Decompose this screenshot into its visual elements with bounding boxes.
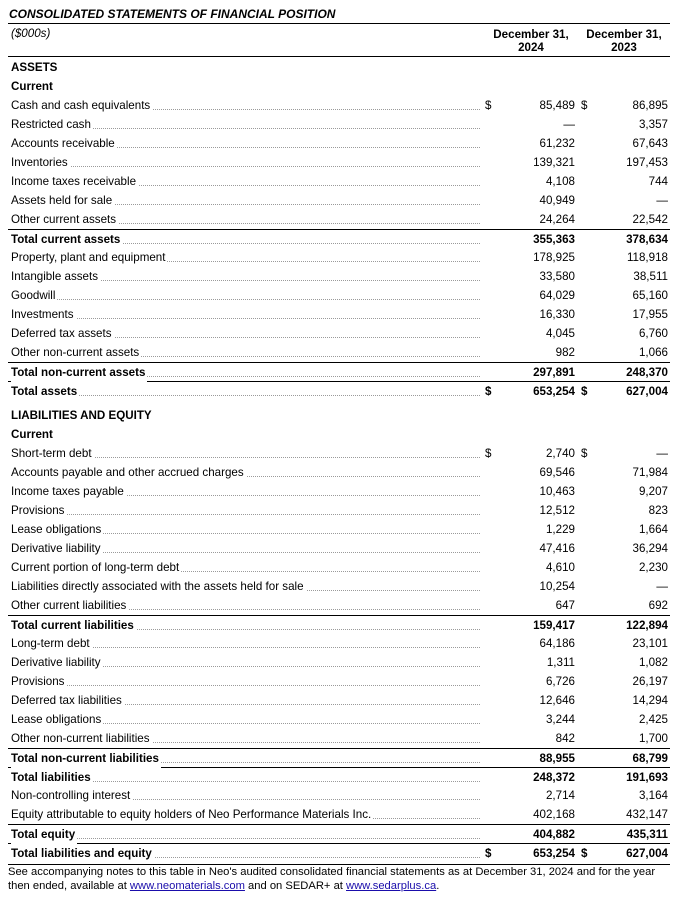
value-2023: 823 (648, 504, 668, 517)
line-item-row (8, 729, 670, 748)
section-label: Current (11, 77, 55, 96)
line-item-label: Other current liabilities (11, 596, 128, 615)
value-2023: 2,230 (638, 561, 668, 574)
currency-symbol: $ (581, 447, 588, 460)
line-item-label: Accounts receivable (11, 134, 117, 153)
line-item-row (8, 691, 670, 710)
value-2024: 1,229 (545, 523, 575, 536)
line-item-row (8, 96, 670, 115)
value-2023: 22,542 (632, 213, 668, 226)
value-2024: 85,489 (539, 99, 575, 112)
header-rule (8, 56, 670, 57)
value-2024: 842 (555, 732, 575, 745)
line-item-row (8, 805, 670, 824)
line-item-row (8, 248, 670, 267)
line-item-label: Short-term debt (11, 444, 94, 463)
currency-symbol: $ (485, 99, 492, 112)
total-row (8, 229, 670, 248)
total-row (8, 615, 670, 634)
line-item-row (8, 577, 670, 596)
line-item-label: Equity attributable to equity holders of Neo Performance Materials Inc. (11, 805, 373, 824)
statement-table (8, 58, 670, 862)
value-2023: 1,664 (638, 523, 668, 536)
line-item-row (8, 444, 670, 463)
line-item-row (8, 324, 670, 343)
line-item-row (8, 786, 670, 805)
line-item-label: Lease obligations (11, 710, 103, 729)
value-2024: 653,254 (533, 385, 575, 398)
line-item-label: Investments (11, 305, 76, 324)
line-item-label: Assets held for sale (11, 191, 114, 210)
value-2023: 1,700 (638, 732, 668, 745)
currency-symbol: $ (485, 447, 492, 460)
total-row (8, 381, 670, 400)
line-item-label: Current portion of long-term debt (11, 558, 181, 577)
footnote-text: and on SEDAR+ at (244, 879, 347, 892)
value-2023: 36,294 (632, 542, 668, 555)
value-2024: 12,646 (539, 694, 575, 707)
line-item-row (8, 558, 670, 577)
value-2024: 61,232 (539, 137, 575, 150)
value-2023: 17,955 (632, 308, 668, 321)
total-row (8, 767, 670, 786)
footnote-text: See accompanying notes to this table in Neo's audited consolidated financial statements as at December 31, 2024 and for the year then ended, available at (8, 866, 656, 892)
currency-symbol: $ (581, 847, 588, 860)
column-header-line2: 2024 (518, 41, 544, 54)
line-item-label: Total liabilities (11, 768, 93, 787)
value-2024: 12,512 (539, 504, 575, 517)
value-2024: 6,726 (545, 675, 575, 688)
line-item-row (8, 191, 670, 210)
line-item-row (8, 115, 670, 134)
footnote (8, 866, 674, 893)
value-2024: 355,363 (533, 233, 575, 246)
column-header-line1: December 31, (493, 28, 569, 41)
value-2023: 1,082 (638, 656, 668, 669)
value-2024: 64,186 (539, 637, 575, 650)
dot-leader (11, 395, 480, 396)
line-item-row (8, 596, 670, 615)
line-item-row (8, 501, 670, 520)
line-item-label: Non-controlling interest (11, 786, 132, 805)
line-item-label: Property, plant and equipment (11, 248, 167, 267)
line-item-label: Other non-current assets (11, 343, 141, 362)
units-label: ($000s) (11, 27, 51, 40)
line-item-label: Long-term debt (11, 634, 92, 653)
dot-leader (11, 514, 480, 515)
value-2023: 9,207 (638, 485, 668, 498)
line-item-row (8, 286, 670, 305)
value-2024: 2,714 (545, 789, 575, 802)
line-item-label: Derivative liability (11, 653, 103, 672)
value-2024: 69,546 (539, 466, 575, 479)
line-item-label: Derivative liability (11, 539, 103, 558)
currency-symbol: $ (485, 385, 492, 398)
value-2023: 1,066 (638, 346, 668, 359)
value-2023: 65,160 (632, 289, 668, 302)
line-item-label: Total non-current assets (11, 363, 147, 382)
dot-leader (11, 685, 480, 686)
line-item-row (8, 134, 670, 153)
value-2024: 10,463 (539, 485, 575, 498)
line-item-row (8, 463, 670, 482)
line-item-label: Lease obligations (11, 520, 103, 539)
value-2023: 627,004 (626, 385, 668, 398)
value-2023: 2,425 (638, 713, 668, 726)
line-item-row (8, 153, 670, 172)
bottom-rule (8, 864, 670, 865)
value-2023: 191,693 (626, 771, 668, 784)
line-item-label: Total liabilities and equity (11, 844, 154, 863)
line-item-label: Total non-current liabilities (11, 749, 161, 768)
value-2024: 982 (555, 346, 575, 359)
line-item-label: Total current assets (11, 230, 122, 249)
total-row (8, 362, 670, 381)
line-item-label: Total assets (11, 382, 79, 401)
section-heading (8, 425, 670, 444)
value-2024: 404,882 (533, 828, 575, 841)
value-2023: 3,164 (638, 789, 668, 802)
line-item-row (8, 672, 670, 691)
dot-leader (11, 166, 480, 167)
dot-leader (11, 838, 480, 839)
value-2023: — (656, 580, 668, 593)
section-heading (8, 406, 670, 425)
line-item-row (8, 172, 670, 191)
currency-symbol: $ (485, 847, 492, 860)
value-2023: 3,357 (638, 118, 668, 131)
value-2023: — (656, 447, 668, 460)
line-item-label: Total equity (11, 825, 77, 844)
value-2023: 122,894 (626, 619, 668, 632)
line-item-row (8, 539, 670, 558)
value-2023: 692 (648, 599, 668, 612)
value-2024: 33,580 (539, 270, 575, 283)
section-label: ASSETS (11, 58, 59, 77)
line-item-row (8, 305, 670, 324)
line-item-label: Intangible assets (11, 267, 100, 286)
line-item-label: Deferred tax liabilities (11, 691, 124, 710)
value-2024: — (563, 118, 575, 131)
section-label: Current (11, 425, 55, 444)
value-2024: 248,372 (533, 771, 575, 784)
value-2024: 297,891 (533, 366, 575, 379)
value-2024: 10,254 (539, 580, 575, 593)
value-2023: 248,370 (626, 366, 668, 379)
section-heading (8, 58, 670, 77)
value-2024: 4,108 (545, 175, 575, 188)
line-item-label: Other non-current liabilities (11, 729, 152, 748)
line-item-label: Provisions (11, 672, 66, 691)
value-2023: — (656, 194, 668, 207)
footnote-text: . (436, 879, 440, 892)
value-2024: 16,330 (539, 308, 575, 321)
statement-title: CONSOLIDATED STATEMENTS OF FINANCIAL POSITION (9, 7, 336, 21)
value-2024: 3,244 (545, 713, 575, 726)
line-item-label: Income taxes payable (11, 482, 126, 501)
line-item-row (8, 520, 670, 539)
value-2023: 26,197 (632, 675, 668, 688)
value-2023: 23,101 (632, 637, 668, 650)
value-2023: 378,634 (626, 233, 668, 246)
value-2024: 4,045 (545, 327, 575, 340)
value-2024: 88,955 (539, 752, 575, 765)
value-2023: 435,311 (626, 828, 668, 841)
value-2024: 139,321 (533, 156, 575, 169)
line-item-label: Accounts payable and other accrued charges (11, 463, 246, 482)
line-item-row (8, 710, 670, 729)
value-2024: 47,416 (539, 542, 575, 555)
value-2024: 647 (555, 599, 575, 612)
value-2024: 40,949 (539, 194, 575, 207)
value-2023: 197,453 (626, 156, 668, 169)
line-item-label: Goodwill (11, 286, 57, 305)
value-2024: 24,264 (539, 213, 575, 226)
column-header-line2: 2023 (611, 41, 637, 54)
total-row (8, 824, 670, 843)
section-heading (8, 77, 670, 96)
line-item-label: Total current liabilities (11, 616, 136, 635)
currency-symbol: $ (581, 99, 588, 112)
value-2023: 627,004 (626, 847, 668, 860)
value-2023: 14,294 (632, 694, 668, 707)
value-2024: 1,311 (546, 656, 575, 669)
value-2024: 653,254 (533, 847, 575, 860)
value-2023: 71,984 (632, 466, 668, 479)
value-2023: 6,760 (638, 327, 668, 340)
line-item-row (8, 267, 670, 286)
value-2024: 402,168 (533, 808, 575, 821)
dot-leader (11, 299, 480, 300)
line-item-label: Restricted cash (11, 115, 93, 134)
line-item-row (8, 653, 670, 672)
value-2023: 432,147 (626, 808, 668, 821)
value-2024: 178,925 (533, 251, 575, 264)
sedarplus-link[interactable]: www.sedarplus.ca (346, 879, 437, 892)
value-2023: 118,918 (626, 251, 668, 264)
line-item-row (8, 343, 670, 362)
line-item-label: Inventories (11, 153, 70, 172)
neomaterials-link[interactable]: www.neomaterials.com (129, 879, 245, 892)
value-2024: 2,740 (545, 447, 575, 460)
section-label: LIABILITIES AND EQUITY (11, 406, 154, 425)
line-item-label: Liabilities directly associated with the assets held for sale (11, 577, 306, 596)
dot-leader (11, 318, 480, 319)
line-item-label: Deferred tax assets (11, 324, 114, 343)
title-rule (8, 23, 670, 24)
column-header-line1: December 31, (586, 28, 662, 41)
line-item-label: Other current assets (11, 210, 118, 229)
total-row (8, 748, 670, 767)
column-header-2023 (577, 28, 671, 54)
value-2023: 86,895 (632, 99, 668, 112)
line-item-row (8, 482, 670, 501)
total-row (8, 843, 670, 862)
value-2023: 38,511 (633, 270, 668, 283)
value-2023: 68,799 (632, 752, 668, 765)
value-2023: 744 (648, 175, 668, 188)
currency-symbol: $ (581, 385, 588, 398)
line-item-label: Provisions (11, 501, 66, 520)
line-item-row (8, 634, 670, 653)
line-item-label: Cash and cash equivalents (11, 96, 152, 115)
line-item-row (8, 210, 670, 229)
value-2024: 159,417 (533, 619, 575, 632)
value-2024: 64,029 (539, 289, 575, 302)
column-header-2024 (484, 28, 578, 54)
value-2024: 4,610 (545, 561, 575, 574)
value-2023: 67,643 (632, 137, 668, 150)
line-item-label: Income taxes receivable (11, 172, 138, 191)
